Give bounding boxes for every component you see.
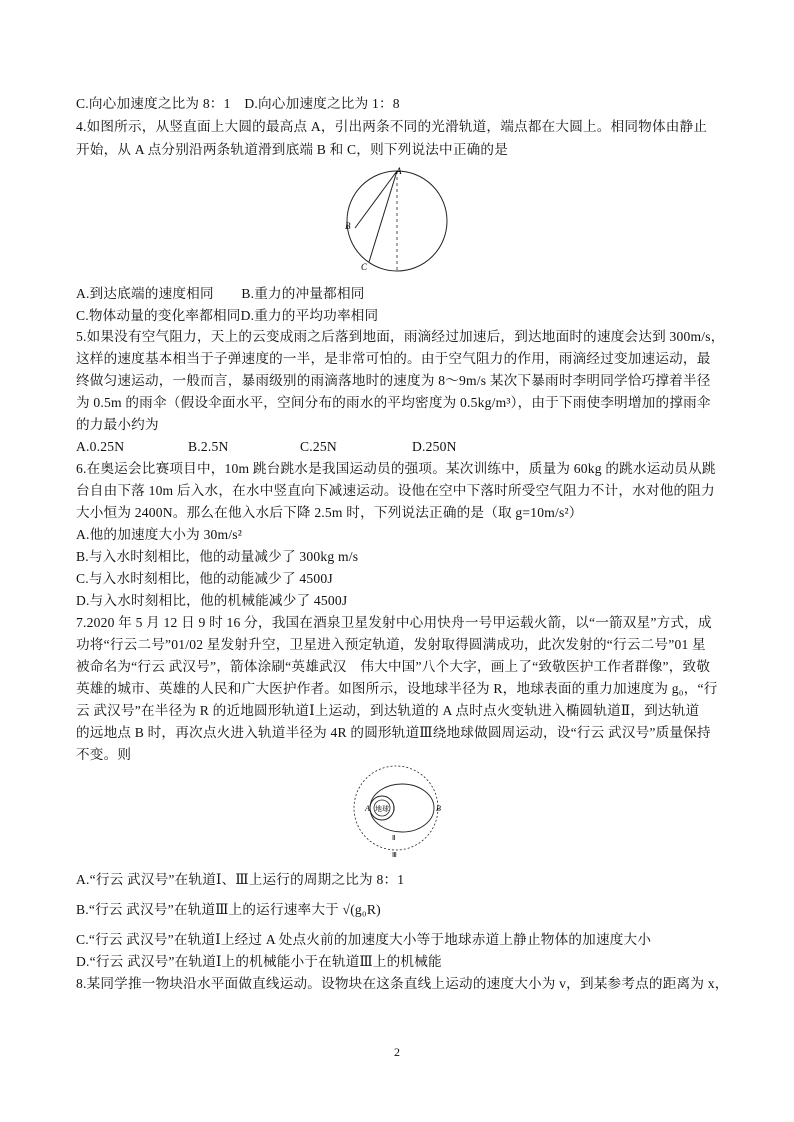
q6-option-b: B.与入水时刻相比，他的动量减少了 300kg m/s bbox=[76, 549, 359, 564]
q4-options-cd: C.物体动量的变化率都相同D.重力的平均功率相同 bbox=[76, 308, 379, 323]
q7-stem-line3: 被命名为“行云 武汉号”，箭体涂刷“英雄武汉 伟大中国”八个大字，画上了“致敬医护工作者群像”，致敬 bbox=[76, 659, 711, 674]
label-a: A bbox=[396, 166, 402, 176]
chord-ac bbox=[369, 171, 397, 262]
q7-stem-line7: 不变。则 bbox=[76, 747, 132, 762]
q5-option-d: D.250N bbox=[412, 439, 457, 454]
q6-stem-line2: 台自由下落 10m 后入水，在水中竖直向下减速运动。设他在空中下落时所受空气阻力不计，水对他的阻力 bbox=[76, 483, 715, 498]
q7-option-d: D.“行云 武汉号”在轨道Ⅰ上的机械能小于在轨道Ⅲ上的机械能 bbox=[76, 954, 442, 969]
page-number: 2 bbox=[394, 1045, 400, 1059]
q5-stem-line3: 终做匀速运动，一般而言，暴雨级别的雨滴落地时的速度为 8～9m/s 某次下暴雨时李明同学恰巧撑着半径 bbox=[76, 373, 711, 388]
label-orbit-3: Ⅲ bbox=[392, 851, 397, 859]
q7-stem-line2: 功将“行云二号”01/02 星发射升空，卫星进入预定轨道，发射取得圆满成功，此次发射的“行云二号”01 星 bbox=[76, 637, 706, 652]
label-orbit-1: Ⅰ bbox=[393, 805, 396, 813]
q6-option-d: D.与入水时刻相比，他的机械能减少了 4500J bbox=[76, 593, 348, 608]
q4-stem-line1: 4.如图所示，从竖直面上大圆的最高点 A，引出两条不同的光滑轨道，端点都在大圆上。相同物体由静止 bbox=[76, 119, 708, 134]
q6-stem-line1: 6.在奥运会比赛项目中，10m 跳台跳水是我国运动员的强项。某次训练中，质量为 60kg 的跳水运动员从跳 bbox=[76, 461, 716, 476]
q5-stem-line4: 为 0.5m 的雨伞（假设伞面水平，空间分布的雨水的平均密度为 0.5kg/m³），由于下雨使李明增加的撑雨伞 bbox=[76, 395, 711, 410]
q5-options bbox=[76, 437, 721, 457]
q4-options-ab: A.到达底端的速度相同 B.重力的冲量都相同 bbox=[76, 286, 365, 301]
label-a: A bbox=[365, 804, 370, 813]
q6-option-c: C.与入水时刻相比，他的动能减少了 4500J bbox=[76, 571, 333, 586]
chord-ab bbox=[355, 171, 397, 228]
q8-stem-line1: 8.某同学推一物块沿水平面做直线运动。设物块在这条直线上运动的速度大小为 v，到某参考点的距离为 x， bbox=[76, 976, 729, 991]
label-b: B bbox=[345, 221, 351, 231]
q6-option-a: A.他的加速度大小为 30m/s² bbox=[76, 527, 243, 542]
q7-stem-line5: 云 武汉号”在半径为 R 的近地圆形轨道Ⅰ上运动，到达轨道的 A 点时点火变轨进入椭圆轨道Ⅱ，到达轨道 bbox=[76, 703, 700, 718]
q7-stem-line4: 英雄的城市、英雄的人民和广大医护作者。如图所示，设地球半径为 R，地球表面的重力加速度为 g₀，“行 bbox=[76, 681, 718, 696]
q4-stem-line2: 开始，从 A 点分别沿两条轨道滑到底端 B 和 C，则下列说法中正确的是 bbox=[76, 142, 509, 157]
q5-option-a: A.0.25N bbox=[76, 439, 125, 454]
label-earth: 地球 bbox=[375, 805, 389, 813]
label-orbit-2: Ⅱ bbox=[392, 834, 396, 842]
q5-option-b: B.2.5N bbox=[188, 439, 229, 454]
q7-stem-line6: 的远地点 B 时，再次点火进入轨道半径为 4R 的圆形轨道Ⅲ绕地球做圆周运动，设“行云 武汉号”质量保持 bbox=[76, 725, 711, 740]
circle-track-figure bbox=[340, 166, 450, 276]
q5-stem-line1: 5.如果没有空气阻力，天上的云变成雨之后落到地面，雨滴经过加速后，到达地面时的速度会达到 300m/s， bbox=[76, 329, 725, 344]
label-b: B bbox=[436, 804, 441, 813]
q5-stem-line5: 的力最小约为 bbox=[76, 417, 159, 432]
q5-option-c: C.25N bbox=[300, 439, 337, 454]
q5-stem-line2: 这样的速度基本相当于子弹速度的一半，是非常可怕的。由于空气阻力的作用，雨滴经过变加速运动，最 bbox=[76, 351, 711, 366]
label-c: C bbox=[361, 262, 368, 272]
q6-stem-line3: 大小恒为 2400N。那么在他入水后下降 2.5m 时，下列说法正确的是（取 g=10m/s²） bbox=[76, 505, 583, 520]
q3-options-cd: C.向心加速度之比为 8：1 D.向心加速度之比为 1：8 bbox=[76, 96, 400, 111]
q7-option-c: C.“行云 武汉号”在轨道Ⅰ上经过 A 处点火前的加速度大小等于地球赤道上静止物体的加速度大小 bbox=[76, 932, 652, 947]
q7-stem-line1: 7.2020 年 5 月 12 日 9 时 16 分，我国在酒泉卫星发射中心用快舟一号甲运载火箭，以“一箭双星”方式，成 bbox=[76, 615, 712, 630]
q7-option-b: B.“行云 武汉号”在轨道Ⅲ上的运行速率大于 √(g₀R) bbox=[76, 902, 381, 917]
orbit-figure bbox=[344, 764, 464, 859]
q7-option-a: A.“行云 武汉号”在轨道Ⅰ、Ⅲ上运行的周期之比为 8：1 bbox=[76, 872, 405, 887]
